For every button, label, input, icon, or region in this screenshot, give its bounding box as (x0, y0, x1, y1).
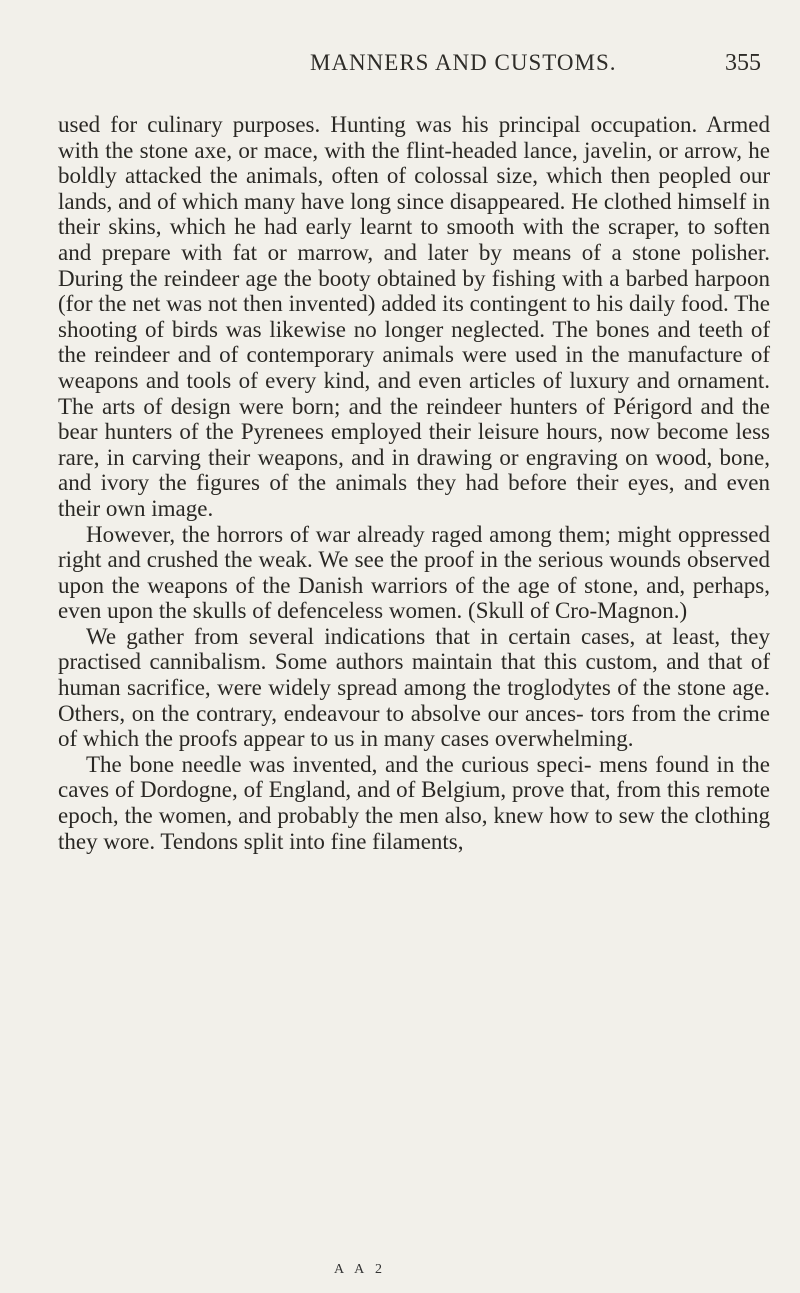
signature-mark-text: A A 2 (334, 1262, 386, 1277)
body-text (58, 112, 770, 854)
page-number: 355 (725, 50, 761, 76)
running-head: MANNERS AND CUSTOMS. (310, 50, 617, 75)
page-header (0, 50, 800, 90)
paragraph-4: The bone needle was invented, and the curious speci- mens found in the caves of Dordogne, of England, and of Belgium, prove that, from this remote epoch, the women, and probably the men also, knew how to sew the clothing they wore. Tendons split into fine filaments, (58, 751, 770, 854)
signature-mark (0, 1262, 800, 1278)
paragraph-1: used for culinary purposes. Hunting was his principal occupation. Armed with the stone axe, or mace, with the flint-headed lance, javelin, or arrow, he boldly attacked the animals, often of colossal size, which then peopled our lands, and of which many have long since disappeared. He clothed himself in their skins, which he had early learnt to smooth with the scraper, to soften and prepare with fat or marrow, and later by means of a stone polisher. During the reindeer age the booty obtained by fishing with a barbed harpoon (for the net was not then invented) added its contingent to his daily food. The shooting of birds was likewise no longer neglected. The bones and teeth of the reindeer and of contemporary animals were used in the manufacture of weapons and tools of every kind, and even articles of luxury and ornament. The arts of design were born; and the reindeer hunters of Périgord and the bear hunters of the Pyrenees employed their leisure hours, now become less rare, in carving their weapons, and in drawing or engraving on wood, bone, and ivory the figures of the animals they had before their eyes, and even their own image. (58, 112, 770, 521)
paragraph-3: We gather from several indications that in certain cases, at least, they practised cannibalism. Some authors maintain that this custom, and that of human sacrifice, were widely spread among the troglodytes of the stone age. Others, on the contrary, endeavour to absolve our ances- tors from the crime of which the proofs appear to us in many cases overwhelming. (58, 623, 770, 752)
paragraph-2: However, the horrors of war already raged among them; might oppressed right and crushed the weak. We see the proof in the serious wounds observed upon the weapons of the Danish warriors of the age of stone, and, perhaps, even upon the skulls of defenceless women. (Skull of Cro-Magnon.) (58, 521, 770, 624)
